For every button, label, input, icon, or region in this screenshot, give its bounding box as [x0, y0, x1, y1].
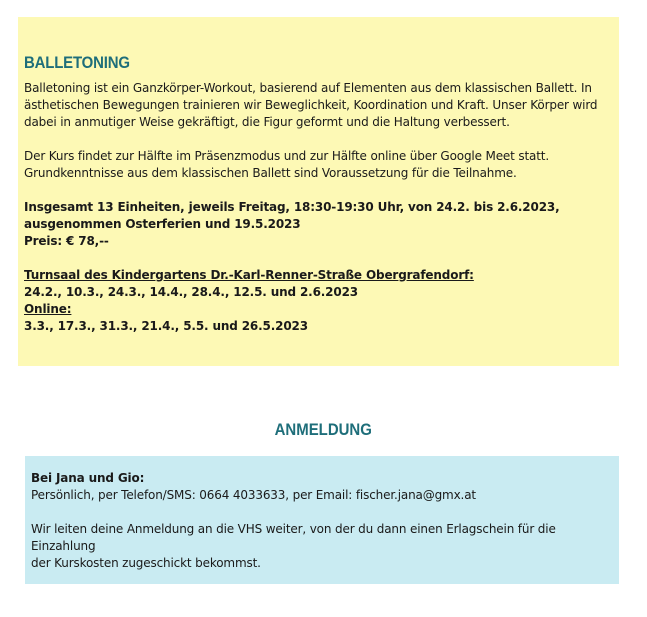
description-line: dabei in anmutiger Weise gekräftigt, die Figur geformt und die Haltung verbessert. [24, 115, 510, 129]
registration-note: Wir leiten deine Anmeldung an die VHS weiter, von der du dann einen Erlagschein für die Einzahlung [31, 522, 556, 553]
online-dates: 3.3., 17.3., 31.3., 21.4., 5.5. und 26.5.2023 [24, 319, 308, 333]
course-info-box [18, 17, 619, 366]
venue-dates: 24.2., 10.3., 24.3., 14.4., 28.4., 12.5. und 2.6.2023 [24, 285, 358, 299]
prerequisite-line: Grundkenntnisse aus dem klassischen Ballett sind Voraussetzung für die Teilnahme. [24, 166, 517, 180]
registration-heading-text: ANMELDUNG [274, 420, 373, 439]
course-title: BALLETONING [24, 53, 130, 72]
registration-box [25, 456, 619, 584]
spacer [24, 250, 613, 267]
spacer [24, 182, 613, 199]
schedule-exception: ausgenommen Osterferien und 19.5.2023 [24, 217, 301, 231]
online-label: Online: [24, 302, 72, 316]
description-line: Balletoning ist ein Ganzkörper-Workout, basierend auf Elementen aus dem klassischen Ballett. In [24, 81, 592, 95]
contact-line: Persönlich, per Telefon/SMS: 0664 4033633, per Email: fischer.jana@gmx.at [31, 488, 476, 502]
contact-title: Bei Jana und Gio: [31, 471, 145, 485]
spacer [24, 131, 613, 148]
spacer [31, 504, 613, 521]
registration-note: der Kurskosten zugeschickt bekommst. [31, 556, 261, 570]
schedule-line: Insgesamt 13 Einheiten, jeweils Freitag, 18:30-19:30 Uhr, von 24.2. bis 2.6.2023, [24, 200, 560, 214]
description-line: ästhetischen Bewegungen trainieren wir Beweglichkeit, Koordination und Kraft. Unser Körper wird [24, 98, 598, 112]
price: Preis: € 78,-- [24, 234, 109, 248]
format-line: Der Kurs findet zur Hälfte im Präsenzmodus und zur Hälfte online über Google Meet statt. [24, 149, 550, 163]
venue-label: Turnsaal des Kindergartens Dr.-Karl-Renner-Straße Obergrafendorf: [24, 268, 474, 282]
registration-heading [0, 420, 647, 440]
